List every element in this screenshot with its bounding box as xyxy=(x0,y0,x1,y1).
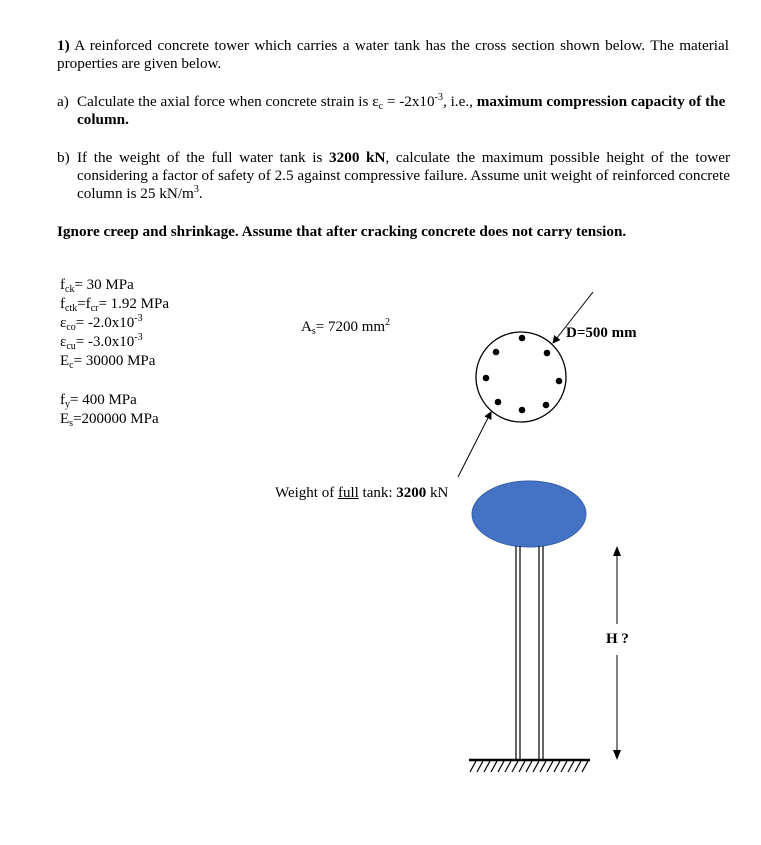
water-tank xyxy=(472,481,586,547)
part-b-bold: 3200 kN xyxy=(329,149,386,166)
diameter-arrow-bottom xyxy=(458,412,491,477)
prop-Ec: $E_c= 30000$ MPa xyxy=(60,353,156,371)
problem-note: Ignore creep and shrinkage. Assume that after cracking concrete does not carry tension. xyxy=(57,223,627,240)
part-b-text-1: If the weight of the full water tank is xyxy=(77,149,330,166)
part-b-text-2: , calculate the maximum possible height of the tower considering a factor of safety of 2.5 against compressive failure. Assume unit weight of reinforced concrete column is 25 kN/m xyxy=(77,149,730,202)
height-arrow-up xyxy=(613,546,621,556)
prop-eco: $\varepsilon_{co}= -2.0x10^{-3}$ xyxy=(60,313,143,333)
height-label: H ? xyxy=(606,631,629,647)
part-a-text-1: Calculate the axial force when concrete strain is xyxy=(77,93,373,110)
part-b-sup: 3 xyxy=(193,184,199,195)
problem-number: 1) xyxy=(57,37,70,54)
rebar xyxy=(495,399,502,406)
problem-intro-text: A reinforced concrete tower which carries a water tank has the cross section shown below. The material properties are given below. xyxy=(57,37,729,72)
diameter-label: D=500 mm xyxy=(566,325,637,341)
prop-fy: $f_y= 400$ MPa xyxy=(60,392,137,410)
part-a-label: a) xyxy=(57,93,69,110)
prop-fctk: $f_{ctk}=f_{cr}= 1.92$ MPa xyxy=(60,296,170,314)
rebar xyxy=(519,407,526,414)
part-b-label: b) xyxy=(57,149,70,166)
part-a-eq: = -2x10 xyxy=(383,93,435,110)
rebar xyxy=(544,350,551,357)
prop-fck: $f_{ck}= 30$ MPa xyxy=(60,277,134,295)
part-a-eps-sub: c xyxy=(378,101,384,112)
steel-area-label: $A_s= 7200$ $mm^2$ xyxy=(301,317,391,337)
ground-hatch xyxy=(470,761,588,772)
part-a-text-2: , i.e., xyxy=(442,93,477,110)
rebar xyxy=(493,349,500,356)
prop-Es: $E_s=200000$ MPa xyxy=(60,411,159,429)
cross-section xyxy=(458,292,593,477)
diameter-arrow-top xyxy=(553,292,593,343)
part-b-end: . xyxy=(198,185,203,202)
tower xyxy=(469,481,621,772)
rebar xyxy=(556,378,563,385)
part-a-exp: -3 xyxy=(434,92,443,103)
part-a-eps-symbol: ε xyxy=(372,93,379,110)
tank-weight-label: Weight of full tank: 3200 kN xyxy=(275,485,449,501)
part-a-bold: maximum compression capacity of the column. xyxy=(77,93,726,128)
rebar xyxy=(543,402,550,409)
rebar-group xyxy=(483,335,563,414)
rebar xyxy=(519,335,526,342)
height-arrow-down xyxy=(613,750,621,760)
rebar xyxy=(483,375,490,382)
prop-ecu: $\varepsilon_{cu}= -3.0x10^{-3}$ xyxy=(60,332,143,352)
